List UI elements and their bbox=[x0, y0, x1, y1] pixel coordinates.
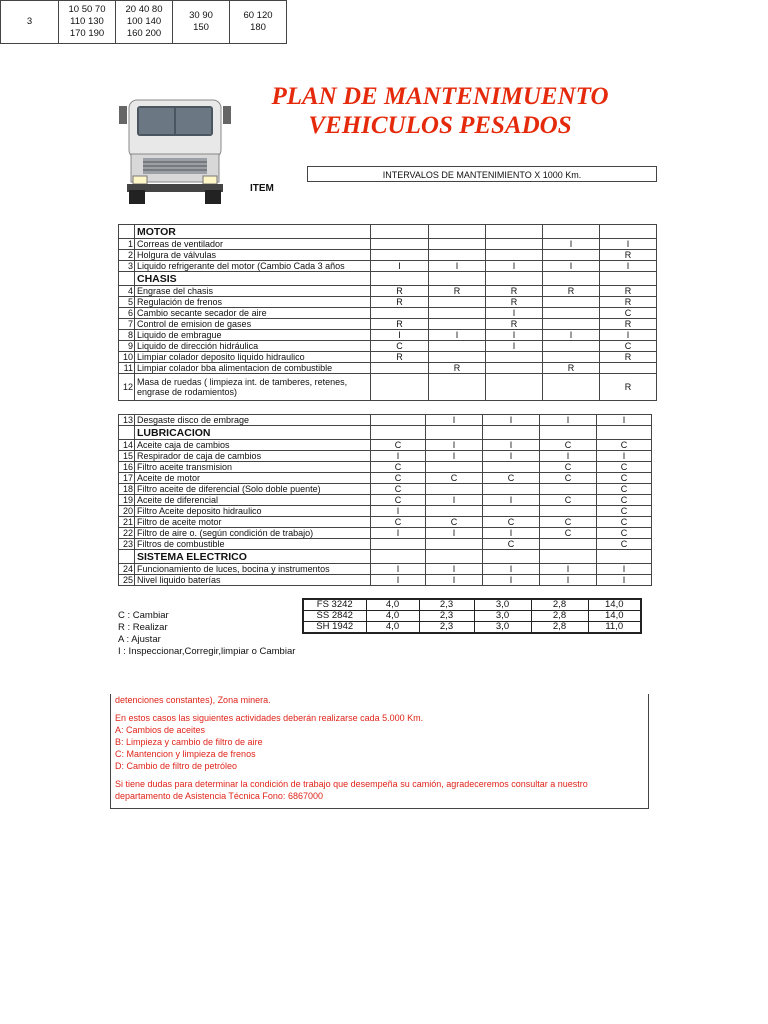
interval-cell bbox=[543, 297, 600, 308]
row-label: Filtro de aire o. (según condición de trabajo) bbox=[135, 528, 371, 539]
interval-cell: R bbox=[371, 297, 429, 308]
intervals-header: INTERVALOS DE MANTENIMIENTO X 1000 Km. bbox=[307, 166, 657, 182]
table-row bbox=[119, 564, 652, 575]
interval-cell bbox=[486, 374, 543, 401]
table-row bbox=[119, 495, 652, 506]
interval-cell: I bbox=[426, 528, 483, 539]
table-row bbox=[119, 239, 657, 250]
interval-cell: R bbox=[486, 319, 543, 330]
row-label: Aceite de motor bbox=[135, 473, 371, 484]
section-empty-cell bbox=[486, 225, 543, 239]
row-label: Filtros de combustible bbox=[135, 539, 371, 550]
interval-cell: R bbox=[600, 374, 657, 401]
note-item-a: A: Cambios de aceites bbox=[115, 725, 206, 735]
section-row bbox=[119, 225, 657, 239]
table-row bbox=[119, 539, 652, 550]
interval-3: 30 90 150 bbox=[173, 1, 230, 44]
interval-cell: I bbox=[426, 415, 483, 426]
interval-4: 60 120 180 bbox=[230, 1, 287, 44]
table-row bbox=[119, 374, 657, 401]
section-spacer bbox=[119, 272, 135, 286]
spec-value: 4,0 bbox=[366, 611, 419, 622]
table-row bbox=[119, 506, 652, 517]
interval-cell bbox=[371, 539, 426, 550]
row-number: 11 bbox=[119, 363, 135, 374]
section-row bbox=[119, 272, 657, 286]
row-label: Engrase del chasis bbox=[135, 286, 371, 297]
row-label: Desgaste disco de embrage bbox=[135, 415, 371, 426]
interval-cell: I bbox=[371, 330, 429, 341]
spec-value: 14,0 bbox=[588, 599, 641, 611]
section-title: MOTOR bbox=[135, 225, 371, 239]
model-spec-table bbox=[302, 598, 642, 634]
table-row bbox=[119, 352, 657, 363]
interval-cell: I bbox=[543, 239, 600, 250]
interval-cell bbox=[371, 250, 429, 261]
table-row bbox=[119, 297, 657, 308]
interval-cell: C bbox=[600, 341, 657, 352]
row-number: 21 bbox=[119, 517, 135, 528]
interval-cell: I bbox=[540, 415, 597, 426]
row-number: 19 bbox=[119, 495, 135, 506]
interval-cell: R bbox=[371, 352, 429, 363]
row-number: 25 bbox=[119, 575, 135, 586]
table-row bbox=[119, 341, 657, 352]
interval-cell: I bbox=[371, 528, 426, 539]
row-label: Filtro de aceite motor bbox=[135, 517, 371, 528]
interval-cell bbox=[483, 484, 540, 495]
interval-cell: R bbox=[600, 319, 657, 330]
interval-cell: I bbox=[486, 341, 543, 352]
section-empty-cell bbox=[483, 550, 540, 564]
interval-cell bbox=[429, 250, 486, 261]
table-row bbox=[119, 440, 652, 451]
interval-cell: C bbox=[597, 517, 652, 528]
row-number: 4 bbox=[119, 286, 135, 297]
interval-cell: C bbox=[483, 473, 540, 484]
interval-cell: R bbox=[486, 286, 543, 297]
legend bbox=[118, 610, 295, 658]
interval-cell: C bbox=[597, 528, 652, 539]
row-label: Masa de ruedas ( limpieza int. de tamberes, retenes, engrase de rodamientos) bbox=[135, 374, 371, 401]
row-number: 6 bbox=[119, 308, 135, 319]
interval-cell bbox=[429, 297, 486, 308]
interval-cell bbox=[429, 319, 486, 330]
spec-value: 3,0 bbox=[474, 622, 531, 634]
interval-cell: C bbox=[371, 462, 426, 473]
spec-row bbox=[303, 611, 641, 622]
section-empty-cell bbox=[597, 550, 652, 564]
interval-cell: I bbox=[597, 451, 652, 462]
row-label: Liquido refrigerante del motor (Cambio Cada 3 años bbox=[135, 261, 371, 272]
interval-cell bbox=[540, 539, 597, 550]
row-label: Correas de ventilador bbox=[135, 239, 371, 250]
interval-cell: I bbox=[483, 451, 540, 462]
table-row bbox=[119, 484, 652, 495]
note-item-d: D: Cambio de filtro de petróleo bbox=[115, 761, 238, 771]
interval-cell: R bbox=[543, 286, 600, 297]
interval-cell: R bbox=[486, 297, 543, 308]
interval-cell: I bbox=[483, 575, 540, 586]
interval-cell: C bbox=[371, 473, 426, 484]
interval-cell bbox=[429, 308, 486, 319]
section-spacer bbox=[119, 550, 135, 564]
spec-row bbox=[303, 622, 641, 634]
row-number: 24 bbox=[119, 564, 135, 575]
section-empty-cell bbox=[371, 426, 426, 440]
interval-cell: C bbox=[371, 517, 426, 528]
interval-cell bbox=[426, 484, 483, 495]
interval-cell: R bbox=[600, 286, 657, 297]
section-empty-cell bbox=[543, 272, 600, 286]
interval-cell: I bbox=[483, 564, 540, 575]
row-label: Filtro aceite transmision bbox=[135, 462, 371, 473]
row-label: Aceite de diferencial bbox=[135, 495, 371, 506]
interval-cell: I bbox=[597, 415, 652, 426]
legend-item-c: C : Cambiar bbox=[118, 610, 169, 621]
note-line-4: departamento de Asistencia Técnica Fono: 6867000 bbox=[115, 791, 323, 801]
row-label: Limpiar colador deposito liquido hidraulico bbox=[135, 352, 371, 363]
interval-cell: I bbox=[426, 564, 483, 575]
spec-value: 4,0 bbox=[366, 599, 419, 611]
interval-cell: I bbox=[597, 575, 652, 586]
interval-cell bbox=[429, 374, 486, 401]
table-row bbox=[119, 473, 652, 484]
interval-cell: I bbox=[543, 330, 600, 341]
table-row bbox=[119, 462, 652, 473]
interval-cell bbox=[543, 319, 600, 330]
interval-cell: I bbox=[371, 261, 429, 272]
row-number: 7 bbox=[119, 319, 135, 330]
interval-cell bbox=[540, 484, 597, 495]
row-label: Respirador de caja de cambios bbox=[135, 451, 371, 462]
table-row bbox=[119, 319, 657, 330]
interval-cell: R bbox=[543, 363, 600, 374]
interval-cell bbox=[543, 352, 600, 363]
row-label: Filtro Aceite deposito hidraulico bbox=[135, 506, 371, 517]
interval-cell bbox=[429, 239, 486, 250]
maintenance-table-top bbox=[118, 224, 657, 401]
section-empty-cell bbox=[371, 550, 426, 564]
interval-cell bbox=[429, 341, 486, 352]
interval-cell: C bbox=[597, 473, 652, 484]
interval-2: 20 40 80 100 140 160 200 bbox=[116, 1, 173, 44]
title-line-2: VEHICULOS PESADOS bbox=[308, 112, 572, 139]
interval-cell: I bbox=[371, 575, 426, 586]
interval-cell: C bbox=[540, 473, 597, 484]
spec-value: 11,0 bbox=[588, 622, 641, 634]
table-row bbox=[119, 261, 657, 272]
section-title: LUBRICACION bbox=[135, 426, 371, 440]
table-row bbox=[119, 363, 657, 374]
row-number: 8 bbox=[119, 330, 135, 341]
section-empty-cell bbox=[540, 426, 597, 440]
section-empty-cell bbox=[426, 550, 483, 564]
row-number: 13 bbox=[119, 415, 135, 426]
interval-cell: C bbox=[540, 495, 597, 506]
interval-cell: C bbox=[371, 484, 426, 495]
interval-cell: R bbox=[371, 286, 429, 297]
interval-cell bbox=[543, 308, 600, 319]
row-label: Nivel liquido baterías bbox=[135, 575, 371, 586]
interval-cell: C bbox=[597, 506, 652, 517]
interval-cell bbox=[371, 308, 429, 319]
section-empty-cell bbox=[540, 550, 597, 564]
interval-cell: C bbox=[597, 462, 652, 473]
interval-cell: I bbox=[429, 261, 486, 272]
interval-cell bbox=[543, 374, 600, 401]
notes-box bbox=[110, 694, 649, 809]
interval-cell bbox=[486, 239, 543, 250]
table-row bbox=[119, 575, 652, 586]
interval-cell bbox=[426, 539, 483, 550]
title-line-1: PLAN DE MANTENIMUENTO bbox=[271, 83, 609, 110]
interval-cell: C bbox=[597, 440, 652, 451]
interval-cell: I bbox=[486, 308, 543, 319]
interval-cell: I bbox=[600, 239, 657, 250]
row-label: Limpiar colador bba alimentacion de combustible bbox=[135, 363, 371, 374]
interval-cell: I bbox=[540, 451, 597, 462]
row-label: Liquido de dirección hidráulica bbox=[135, 341, 371, 352]
row-label: Liquido de embrague bbox=[135, 330, 371, 341]
note-line-2: En estos casos las siguientes actividades deberán realizarse cada 5.000 Km. bbox=[115, 713, 424, 723]
row-label: Filtro aceite de diferencial (Solo doble puente) bbox=[135, 484, 371, 495]
truck-image bbox=[115, 92, 235, 207]
section-empty-cell bbox=[483, 426, 540, 440]
row-number: 10 bbox=[119, 352, 135, 363]
interval-cell: I bbox=[426, 440, 483, 451]
interval-cell: I bbox=[483, 528, 540, 539]
interval-cell: C bbox=[597, 484, 652, 495]
note-line-1: detenciones constantes), Zona minera. bbox=[115, 695, 271, 705]
legend-item-i: I : Inspeccionar,Corregir,limpiar o Cambiar bbox=[118, 646, 296, 657]
interval-cell: I bbox=[371, 564, 426, 575]
interval-cell: C bbox=[540, 528, 597, 539]
interval-cell: C bbox=[426, 517, 483, 528]
interval-cell bbox=[371, 415, 426, 426]
section-empty-cell bbox=[426, 426, 483, 440]
spec-value: 3,0 bbox=[474, 611, 531, 622]
interval-cell: I bbox=[486, 261, 543, 272]
interval-cell bbox=[483, 506, 540, 517]
spec-value: 2,3 bbox=[419, 599, 474, 611]
interval-row bbox=[1, 1, 287, 44]
row-number: 1 bbox=[119, 239, 135, 250]
model-name: SS 2842 bbox=[303, 611, 366, 622]
note-line-3: Si tiene dudas para determinar la condición de trabajo que desempeña su camión, agradeceremos consultar a nuestro bbox=[115, 779, 588, 789]
section-row bbox=[119, 426, 652, 440]
interval-cell: C bbox=[371, 341, 429, 352]
section-title: SISTEMA ELECTRICO bbox=[135, 550, 371, 564]
interval-cell: C bbox=[540, 517, 597, 528]
interval-cell: C bbox=[540, 440, 597, 451]
interval-cell: C bbox=[371, 495, 426, 506]
interval-cell bbox=[486, 250, 543, 261]
interval-cell: C bbox=[483, 517, 540, 528]
interval-cell bbox=[371, 363, 429, 374]
interval-cell bbox=[543, 250, 600, 261]
spec-value: 14,0 bbox=[588, 611, 641, 622]
row-label: Holgura de válvulas bbox=[135, 250, 371, 261]
interval-cell: I bbox=[483, 415, 540, 426]
section-empty-cell bbox=[429, 225, 486, 239]
interval-cell: I bbox=[543, 261, 600, 272]
interval-0: 3 bbox=[1, 1, 59, 44]
spec-row bbox=[303, 599, 641, 611]
legend-item-a: A : Ajustar bbox=[118, 634, 161, 645]
section-spacer bbox=[119, 225, 135, 239]
interval-cell: R bbox=[371, 319, 429, 330]
interval-cell: I bbox=[486, 330, 543, 341]
section-empty-cell bbox=[486, 272, 543, 286]
interval-cell bbox=[486, 363, 543, 374]
section-spacer bbox=[119, 426, 135, 440]
interval-cell: I bbox=[371, 451, 426, 462]
interval-cell: C bbox=[426, 473, 483, 484]
spec-value: 4,0 bbox=[366, 622, 419, 634]
interval-cell: I bbox=[429, 330, 486, 341]
spec-value: 2,3 bbox=[419, 622, 474, 634]
interval-cell: C bbox=[597, 539, 652, 550]
table-row bbox=[119, 250, 657, 261]
interval-cell: R bbox=[429, 286, 486, 297]
row-number: 12 bbox=[119, 374, 135, 401]
spec-value: 3,0 bbox=[474, 599, 531, 611]
interval-cell: I bbox=[540, 575, 597, 586]
row-label: Regulación de frenos bbox=[135, 297, 371, 308]
row-label: Cambio secante secador de aire bbox=[135, 308, 371, 319]
table-row bbox=[119, 528, 652, 539]
section-empty-cell bbox=[371, 272, 429, 286]
interval-columns-header bbox=[0, 0, 287, 44]
interval-cell: I bbox=[426, 575, 483, 586]
interval-cell: C bbox=[540, 462, 597, 473]
row-number: 9 bbox=[119, 341, 135, 352]
interval-cell: R bbox=[600, 250, 657, 261]
interval-cell: I bbox=[426, 495, 483, 506]
interval-cell: C bbox=[600, 308, 657, 319]
interval-cell bbox=[426, 462, 483, 473]
interval-cell: C bbox=[483, 539, 540, 550]
interval-cell: R bbox=[429, 363, 486, 374]
interval-cell bbox=[429, 352, 486, 363]
table-row bbox=[119, 451, 652, 462]
interval-cell bbox=[540, 506, 597, 517]
section-empty-cell bbox=[600, 272, 657, 286]
interval-cell: I bbox=[483, 495, 540, 506]
maintenance-table-bottom bbox=[118, 414, 652, 586]
table-row bbox=[119, 308, 657, 319]
interval-cell: I bbox=[600, 261, 657, 272]
table-row bbox=[119, 415, 652, 426]
section-empty-cell bbox=[543, 225, 600, 239]
row-number: 14 bbox=[119, 440, 135, 451]
spec-value: 2,8 bbox=[531, 622, 588, 634]
row-label: Control de emision de gases bbox=[135, 319, 371, 330]
interval-cell: I bbox=[597, 564, 652, 575]
interval-1: 10 50 70 110 130 170 190 bbox=[59, 1, 116, 44]
row-label: Funcionamiento de luces, bocina y instrumentos bbox=[135, 564, 371, 575]
row-number: 17 bbox=[119, 473, 135, 484]
row-label: Aceite caja de cambios bbox=[135, 440, 371, 451]
note-item-c: C: Mantencion y limpieza de frenos bbox=[115, 749, 256, 759]
section-empty-cell bbox=[600, 225, 657, 239]
row-number: 15 bbox=[119, 451, 135, 462]
row-number: 2 bbox=[119, 250, 135, 261]
interval-cell bbox=[371, 239, 429, 250]
section-title: CHASIS bbox=[135, 272, 371, 286]
interval-cell bbox=[371, 374, 429, 401]
row-number: 20 bbox=[119, 506, 135, 517]
interval-cell bbox=[543, 341, 600, 352]
model-name: SH 1942 bbox=[303, 622, 366, 634]
note-item-b: B: Limpieza y cambio de filtro de aire bbox=[115, 737, 263, 747]
section-empty-cell bbox=[429, 272, 486, 286]
interval-cell: R bbox=[600, 297, 657, 308]
table-row bbox=[119, 286, 657, 297]
interval-cell: I bbox=[600, 330, 657, 341]
interval-cell: I bbox=[426, 451, 483, 462]
interval-cell: I bbox=[371, 506, 426, 517]
item-label: ITEM bbox=[250, 183, 274, 194]
interval-cell: I bbox=[483, 440, 540, 451]
spec-value: 2,3 bbox=[419, 611, 474, 622]
interval-cell bbox=[600, 363, 657, 374]
table-row bbox=[119, 330, 657, 341]
row-number: 18 bbox=[119, 484, 135, 495]
interval-cell bbox=[483, 462, 540, 473]
model-name: FS 3242 bbox=[303, 599, 366, 611]
spec-value: 2,8 bbox=[531, 611, 588, 622]
interval-cell bbox=[426, 506, 483, 517]
table-row bbox=[119, 517, 652, 528]
spec-value: 2,8 bbox=[531, 599, 588, 611]
row-number: 16 bbox=[119, 462, 135, 473]
row-number: 23 bbox=[119, 539, 135, 550]
interval-cell bbox=[486, 352, 543, 363]
row-number: 3 bbox=[119, 261, 135, 272]
interval-cell: R bbox=[600, 352, 657, 363]
section-empty-cell bbox=[597, 426, 652, 440]
legend-item-r: R : Realizar bbox=[118, 622, 168, 633]
interval-cell: C bbox=[597, 495, 652, 506]
interval-cell: I bbox=[540, 564, 597, 575]
page-title bbox=[240, 82, 640, 140]
section-row bbox=[119, 550, 652, 564]
row-number: 5 bbox=[119, 297, 135, 308]
row-number: 22 bbox=[119, 528, 135, 539]
interval-cell: C bbox=[371, 440, 426, 451]
section-empty-cell bbox=[371, 225, 429, 239]
